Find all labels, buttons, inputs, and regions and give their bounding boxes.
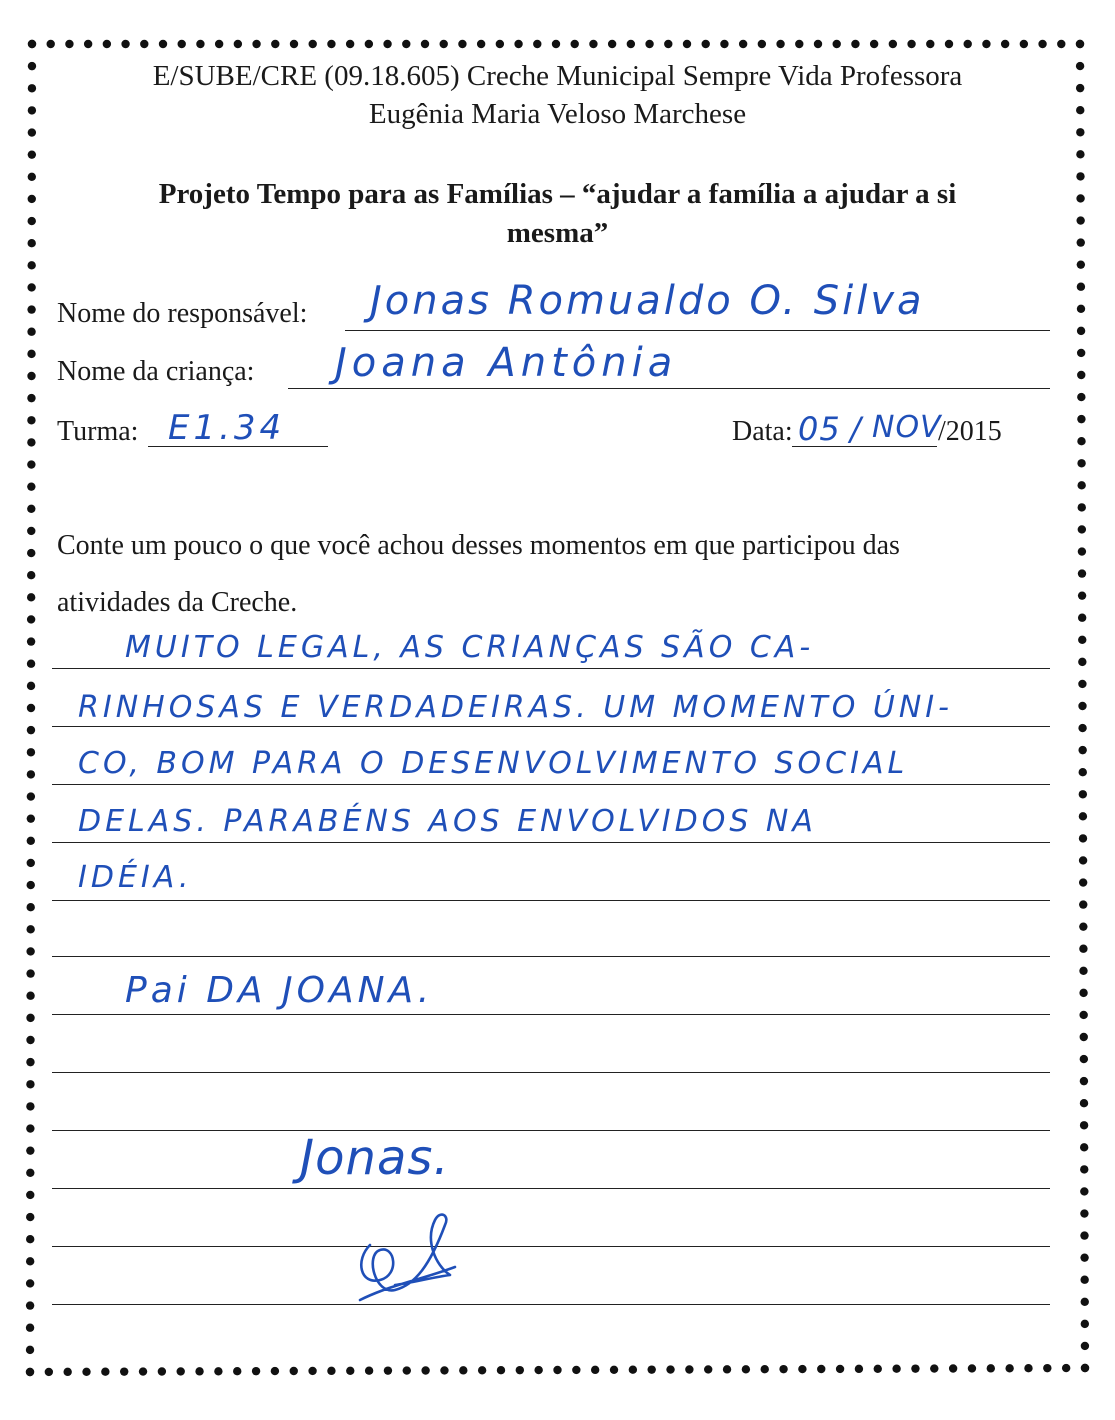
border-dot — [26, 1257, 34, 1265]
border-dot — [1081, 1298, 1089, 1306]
border-dot — [702, 40, 710, 48]
border-dot — [27, 748, 35, 756]
border-dot — [1078, 680, 1086, 688]
border-dot — [911, 1364, 919, 1372]
border-dot — [571, 40, 579, 48]
signature-name: Jonas. — [300, 1130, 450, 1186]
border-dot — [836, 1365, 844, 1373]
border-dot — [1078, 636, 1086, 644]
prompt-line-1: Conte um pouco o que você achou desses momentos em que participou das — [57, 530, 900, 561]
border-dot — [26, 1346, 34, 1354]
border-dot — [346, 40, 354, 48]
border-dot — [26, 1080, 34, 1088]
header-line-2: Eugênia Maria Veloso Marchese — [368, 98, 747, 130]
border-dot — [1077, 260, 1085, 268]
border-dot — [28, 150, 36, 158]
border-dot — [27, 615, 35, 623]
border-dot — [478, 1366, 486, 1374]
border-dot — [1078, 724, 1086, 732]
border-dot — [1080, 1033, 1088, 1041]
border-dot — [458, 40, 466, 48]
border-dot — [65, 40, 73, 48]
border-dot — [1081, 1364, 1089, 1372]
border-dot — [327, 40, 335, 48]
border-dot — [514, 40, 522, 48]
border-dot — [271, 40, 279, 48]
border-dot — [45, 1368, 53, 1376]
border-dot — [629, 1366, 637, 1374]
border-dot — [196, 40, 204, 48]
border-dot — [1081, 1342, 1089, 1350]
border-dot — [101, 1368, 109, 1376]
border-dot — [178, 40, 186, 48]
border-dot — [27, 505, 35, 513]
border-dot — [1024, 1364, 1032, 1372]
border-dot — [26, 925, 34, 933]
border-dot — [1079, 812, 1087, 820]
border-dot — [968, 1364, 976, 1372]
border-dot — [683, 40, 691, 48]
border-dot — [27, 416, 35, 424]
border-dot — [1077, 305, 1085, 313]
data-year: /2015 — [938, 416, 1002, 447]
border-dot — [1078, 503, 1086, 511]
border-dot — [27, 660, 35, 668]
border-dot — [1079, 945, 1087, 953]
border-dot — [365, 1367, 373, 1375]
border-dot — [26, 1301, 34, 1309]
border-dot — [553, 1366, 561, 1374]
border-dot — [589, 40, 597, 48]
border-dot — [26, 1279, 34, 1287]
border-dot — [252, 40, 260, 48]
border-dot — [26, 1014, 34, 1022]
border-dot — [290, 40, 298, 48]
border-dot — [704, 1365, 712, 1373]
answer-line-3: CO, BOM PARA O DESENVOLVIMENTO SOCIAL — [78, 746, 909, 781]
border-dot — [63, 1368, 71, 1376]
border-dot — [27, 283, 35, 291]
border-dot — [27, 704, 35, 712]
border-dot — [26, 1058, 34, 1066]
border-dot — [26, 1169, 34, 1177]
border-dot — [572, 1366, 580, 1374]
border-dot — [1079, 834, 1087, 842]
border-dot — [27, 394, 35, 402]
ruled-line — [52, 1014, 1050, 1015]
border-dot — [120, 1367, 128, 1375]
border-dot — [139, 1367, 147, 1375]
border-dot — [26, 1191, 34, 1199]
border-dot — [26, 969, 34, 977]
border-dot — [1080, 1077, 1088, 1085]
border-dot — [1081, 1320, 1089, 1328]
border-dot — [402, 40, 410, 48]
border-dot — [121, 40, 129, 48]
border-dot — [1077, 459, 1085, 467]
border-dot — [889, 40, 897, 48]
border-dot — [1080, 1276, 1088, 1284]
border-dot — [28, 40, 36, 48]
border-dot — [1076, 150, 1084, 158]
answer-line-5: IDÉIA. — [78, 860, 193, 895]
border-dot — [1080, 1099, 1088, 1107]
border-dot — [761, 1365, 769, 1373]
border-dot — [214, 1367, 222, 1375]
border-dot — [552, 40, 560, 48]
border-dot — [833, 40, 841, 48]
ruled-line — [52, 1188, 1050, 1189]
border-dot — [1076, 40, 1084, 48]
border-dot — [27, 814, 35, 822]
border-dot — [84, 40, 92, 48]
border-dot — [1079, 967, 1087, 975]
border-dot — [610, 1366, 618, 1374]
project-title-line-2: mesma” — [506, 217, 609, 249]
border-dot — [1077, 393, 1085, 401]
border-dot — [739, 40, 747, 48]
border-dot — [27, 770, 35, 778]
border-dot — [26, 1124, 34, 1132]
border-dot — [1079, 900, 1087, 908]
crianca-label: Nome da criança: — [57, 356, 255, 387]
ruled-line — [52, 1072, 1050, 1073]
border-dot — [1079, 1011, 1087, 1019]
border-dot — [723, 1365, 731, 1373]
border-dot — [27, 549, 35, 557]
border-dot — [1078, 547, 1086, 555]
border-dot — [26, 1324, 34, 1332]
turma-handwritten: E1.34 — [168, 408, 286, 448]
border-dot — [874, 1365, 882, 1373]
border-dot — [1080, 1143, 1088, 1151]
border-dot — [814, 40, 822, 48]
border-dot — [1077, 327, 1085, 335]
border-dot — [608, 40, 616, 48]
border-dot — [308, 1367, 316, 1375]
border-dot — [27, 792, 35, 800]
border-dot — [27, 482, 35, 490]
border-dot — [516, 1366, 524, 1374]
border-dot — [926, 40, 934, 48]
border-dot — [27, 261, 35, 269]
border-dot — [290, 1367, 298, 1375]
border-dot — [26, 1036, 34, 1044]
border-dot — [26, 992, 34, 1000]
border-dot — [195, 1367, 203, 1375]
border-dot — [27, 438, 35, 446]
border-dot — [103, 40, 111, 48]
border-dot — [27, 328, 35, 336]
border-dot — [1080, 1209, 1088, 1217]
ruled-line — [52, 1246, 1050, 1247]
border-dot — [666, 1365, 674, 1373]
border-dot — [365, 40, 373, 48]
border-dot — [271, 1367, 279, 1375]
border-dot — [27, 350, 35, 358]
border-dot — [776, 40, 784, 48]
answer-closing: Pai DA JOANA. — [125, 970, 434, 1011]
border-dot — [647, 1365, 655, 1373]
border-dot — [982, 40, 990, 48]
ruled-line — [52, 842, 1050, 843]
border-dot — [1077, 481, 1085, 489]
border-dot — [1080, 1055, 1088, 1063]
border-dot — [1079, 856, 1087, 864]
border-dot — [159, 40, 167, 48]
crianca-handwritten: Joana Antônia — [335, 340, 678, 386]
responsavel-label: Nome do responsável: — [57, 298, 308, 329]
border-dot — [82, 1368, 90, 1376]
border-dot — [1078, 702, 1086, 710]
border-dot — [27, 527, 35, 535]
border-dot — [27, 372, 35, 380]
border-dot — [497, 1366, 505, 1374]
border-dot — [26, 1146, 34, 1154]
border-dot — [907, 40, 915, 48]
project-title-line-1: Projeto Tempo para as Famílias – “ajudar a família a ajudar a si — [158, 178, 957, 210]
border-dot — [1079, 922, 1087, 930]
border-dot — [1078, 569, 1086, 577]
border-dot — [591, 1366, 599, 1374]
border-dot — [26, 1102, 34, 1110]
border-dot — [1078, 525, 1086, 533]
border-dot — [949, 1364, 957, 1372]
border-dot — [945, 40, 953, 48]
border-dot — [27, 460, 35, 468]
border-dot — [855, 1365, 863, 1373]
border-dot — [1077, 283, 1085, 291]
border-dot — [1020, 40, 1028, 48]
border-dot — [177, 1367, 185, 1375]
border-dot — [27, 682, 35, 690]
border-dot — [26, 1368, 34, 1376]
ruled-line — [52, 784, 1050, 785]
border-dot — [685, 1365, 693, 1373]
border-dot — [234, 40, 242, 48]
border-dot — [233, 1367, 241, 1375]
border-dot — [47, 40, 55, 48]
border-dot — [533, 40, 541, 48]
responsavel-handwritten: Jonas Romualdo O. Silva — [370, 278, 925, 324]
border-dot — [158, 1367, 166, 1375]
border-dot — [1077, 371, 1085, 379]
border-dot — [964, 40, 972, 48]
border-dot — [1079, 768, 1087, 776]
ruled-line — [52, 956, 1050, 957]
border-dot — [664, 40, 672, 48]
turma-label: Turma: — [57, 416, 139, 447]
border-dot — [758, 40, 766, 48]
border-dot — [1005, 1364, 1013, 1372]
border-dot — [26, 1213, 34, 1221]
border-dot — [27, 903, 35, 911]
border-dot — [817, 1365, 825, 1373]
border-dot — [779, 1365, 787, 1373]
border-dot — [1080, 1187, 1088, 1195]
border-dot — [477, 40, 485, 48]
border-dot — [1079, 989, 1087, 997]
border-dot — [421, 40, 429, 48]
border-dot — [252, 1367, 260, 1375]
ruled-line — [52, 1130, 1050, 1131]
border-dot — [140, 40, 148, 48]
border-dot — [383, 40, 391, 48]
border-dot — [1080, 1121, 1088, 1129]
border-dot — [1080, 1253, 1088, 1261]
border-dot — [645, 40, 653, 48]
ruled-line — [52, 900, 1050, 901]
border-dot — [1080, 1165, 1088, 1173]
border-dot — [1080, 1231, 1088, 1239]
border-dot — [1001, 40, 1009, 48]
border-dot — [27, 571, 35, 579]
border-dot — [1077, 437, 1085, 445]
border-dot — [309, 40, 317, 48]
border-dot — [892, 1365, 900, 1373]
data-separator: / — [850, 410, 862, 448]
border-dot — [987, 1364, 995, 1372]
border-dot — [384, 1366, 392, 1374]
ruled-line — [52, 668, 1050, 669]
border-dot — [346, 1367, 354, 1375]
border-dot — [215, 40, 223, 48]
crianca-line — [288, 388, 1050, 389]
border-dot — [27, 305, 35, 313]
border-dot — [720, 40, 728, 48]
border-dot — [1038, 40, 1046, 48]
border-dot — [327, 1367, 335, 1375]
border-dot — [930, 1364, 938, 1372]
border-dot — [459, 1366, 467, 1374]
border-dot — [26, 1235, 34, 1243]
border-dot — [742, 1365, 750, 1373]
border-dot — [1077, 415, 1085, 423]
border-dot — [421, 1366, 429, 1374]
responsavel-line — [345, 330, 1050, 331]
border-dot — [27, 859, 35, 867]
border-dot — [1077, 349, 1085, 357]
answer-line-4: DELAS. PARABÉNS AOS ENVOLVIDOS NA — [78, 804, 817, 839]
ruled-line — [52, 1304, 1050, 1305]
header-line-1: E/SUBE/CRE (09.18.605) Creche Municipal Sempre Vida Professora — [152, 60, 963, 92]
border-dot — [851, 40, 859, 48]
data-day: 05 — [798, 410, 841, 448]
border-dot — [440, 1366, 448, 1374]
border-dot — [27, 593, 35, 601]
ruled-line — [52, 726, 1050, 727]
border-dot — [27, 837, 35, 845]
signature-mark — [340, 1205, 480, 1305]
border-dot — [534, 1366, 542, 1374]
border-dot — [1078, 591, 1086, 599]
border-dot — [26, 947, 34, 955]
border-dot — [27, 881, 35, 889]
border-dot — [798, 1365, 806, 1373]
border-dot — [1078, 658, 1086, 666]
data-month: NOV — [872, 410, 942, 445]
border-dot — [1079, 878, 1087, 886]
border-dot — [870, 40, 878, 48]
answer-line-2: RINHOSAS E VERDADEIRAS. UM MOMENTO ÚNI- — [78, 690, 953, 725]
answer-line-1: MUITO LEGAL, AS CRIANÇAS SÃO CA- — [125, 630, 815, 665]
border-dot — [1078, 746, 1086, 754]
data-label: Data: — [732, 416, 793, 447]
border-dot — [27, 726, 35, 734]
border-dot — [795, 40, 803, 48]
border-dot — [27, 637, 35, 645]
border-dot — [1079, 790, 1087, 798]
border-dot — [1062, 1364, 1070, 1372]
border-dot — [403, 1366, 411, 1374]
border-dot — [627, 40, 635, 48]
border-dot — [1078, 614, 1086, 622]
border-dot — [440, 40, 448, 48]
border-dot — [496, 40, 504, 48]
border-dot — [1043, 1364, 1051, 1372]
prompt-line-2: atividades da Creche. — [57, 587, 298, 618]
border-dot — [1057, 40, 1065, 48]
